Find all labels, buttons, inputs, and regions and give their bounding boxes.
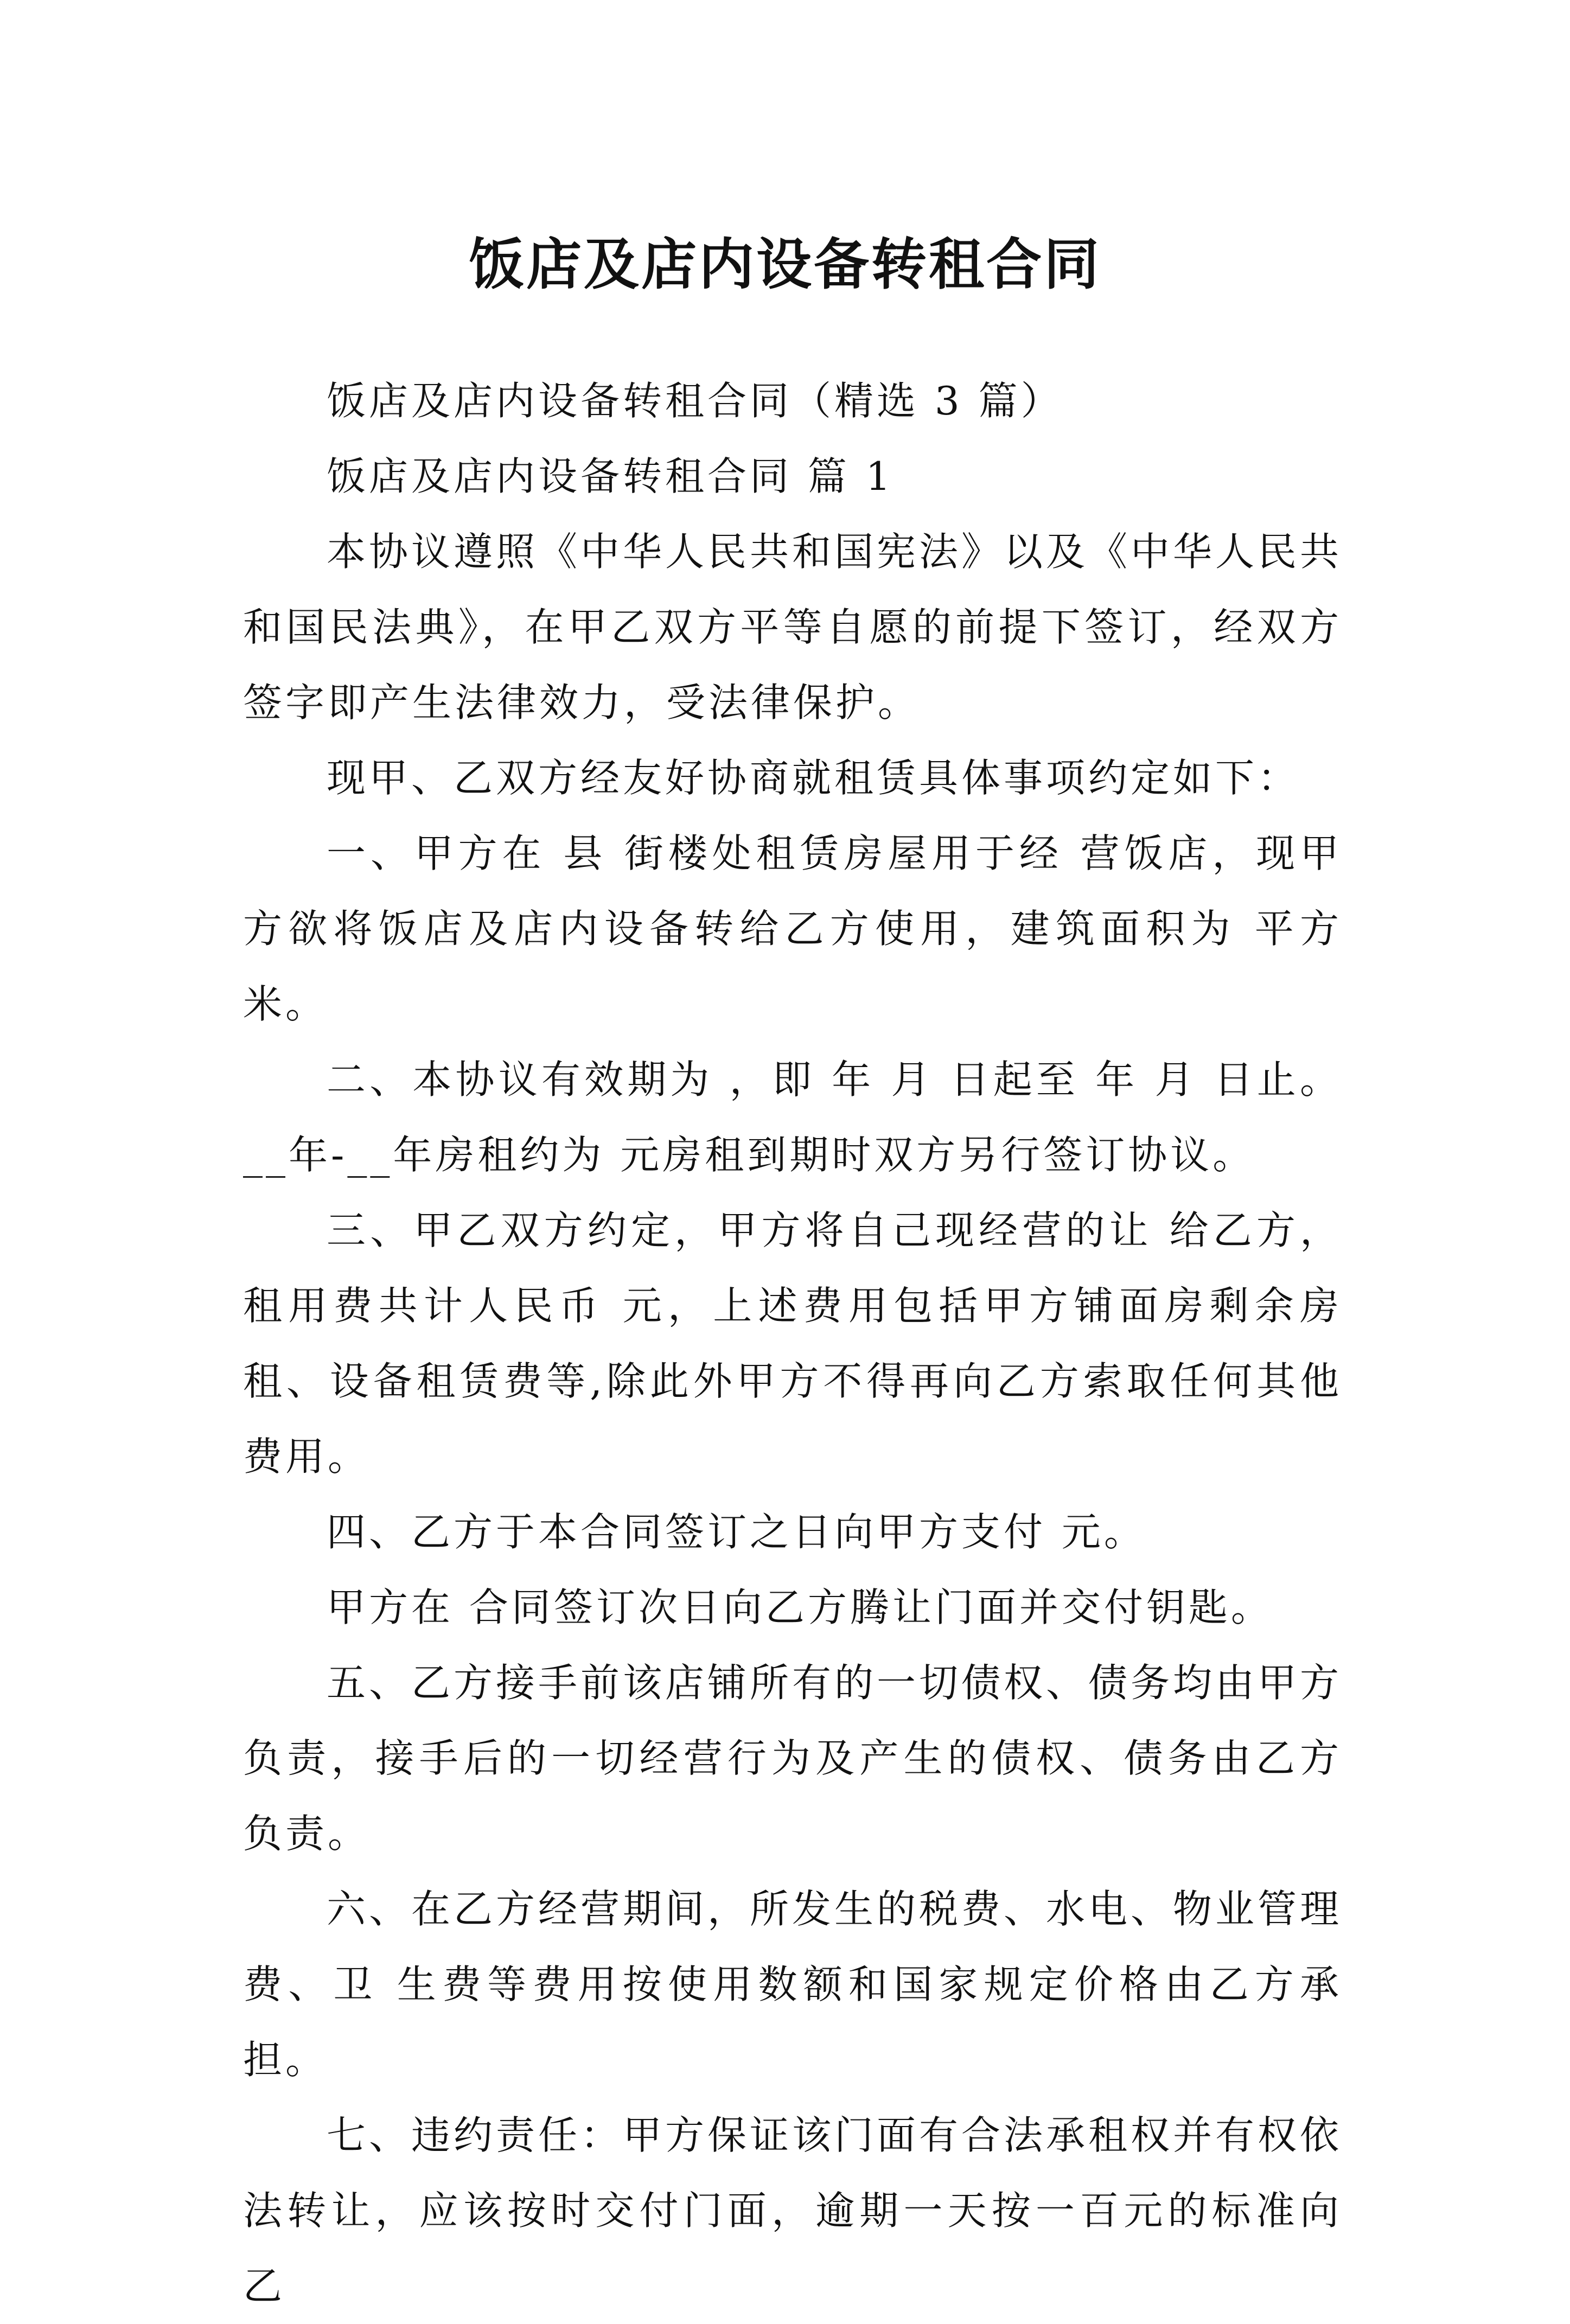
paragraph-section-heading: 饭店及店内设备转租合同 篇 1 — [327, 454, 894, 499]
paragraph-clause-7: 七、违约责任：甲方保证该门面有合法承租权并有权依法转让，应该按时交付门面，逾期一天按一百元的标准向乙 — [243, 2112, 1343, 2309]
paragraph-clause-2: 二、本协议有效期为 ，即 年 月 日起至 年 月 日止。__年-__年房租约为 元房租到期时双方另行签订协议。 — [243, 1057, 1342, 1178]
paragraph-agreement-intro: 现甲、乙双方经友好协商就租赁具体事项约定如下： — [327, 755, 1300, 801]
paragraph-clause-5: 五、乙方接手前该店铺所有的一切债权、债务均由甲方负责，接手后的一切经营行为及产生的债权、债务由乙方负责。 — [243, 1660, 1343, 1856]
document-body — [243, 363, 1342, 2324]
paragraph-subtitle: 饭店及店内设备转租合同（精选 3 篇） — [327, 378, 1063, 424]
paragraph-preamble: 本协议遵照《中华人民共和国宪法》以及《中华人民共和国民法典》，在甲乙双方平等自愿的前提下签订，经双方签字即产生法律效力，受法律保护。 — [243, 529, 1343, 725]
document-title: 饭店及店内设备转租合同 — [469, 232, 1101, 298]
paragraph-clause-4-handover: 甲方在 合同签订次日向乙方腾让门面并交付钥匙。 — [327, 1585, 1273, 1630]
paragraph-clause-4: 四、乙方于本合同签订之日向甲方支付 元。 — [327, 1509, 1146, 1555]
paragraph-clause-1: 一、甲方在 县 街楼处租赁房屋用于经 营饭店，现甲方欲将饭店及店内设备转给乙方使用，建筑面积为 平方米。 — [243, 831, 1342, 1027]
paragraph-clause-6: 六、在乙方经营期间，所发生的税费、水电、物业管理费、卫 生费等费用按使用数额和国家规定价格由乙方承担。 — [243, 1886, 1343, 2083]
paragraph-clause-3: 三、甲乙双方约定，甲方将自己现经营的让 给乙方，租用费共计人民币 元，上述费用包括甲方铺面房剩余房租、设备租赁费等,除此外甲方不得再向乙方索取任何其他费用。 — [243, 1208, 1342, 1479]
